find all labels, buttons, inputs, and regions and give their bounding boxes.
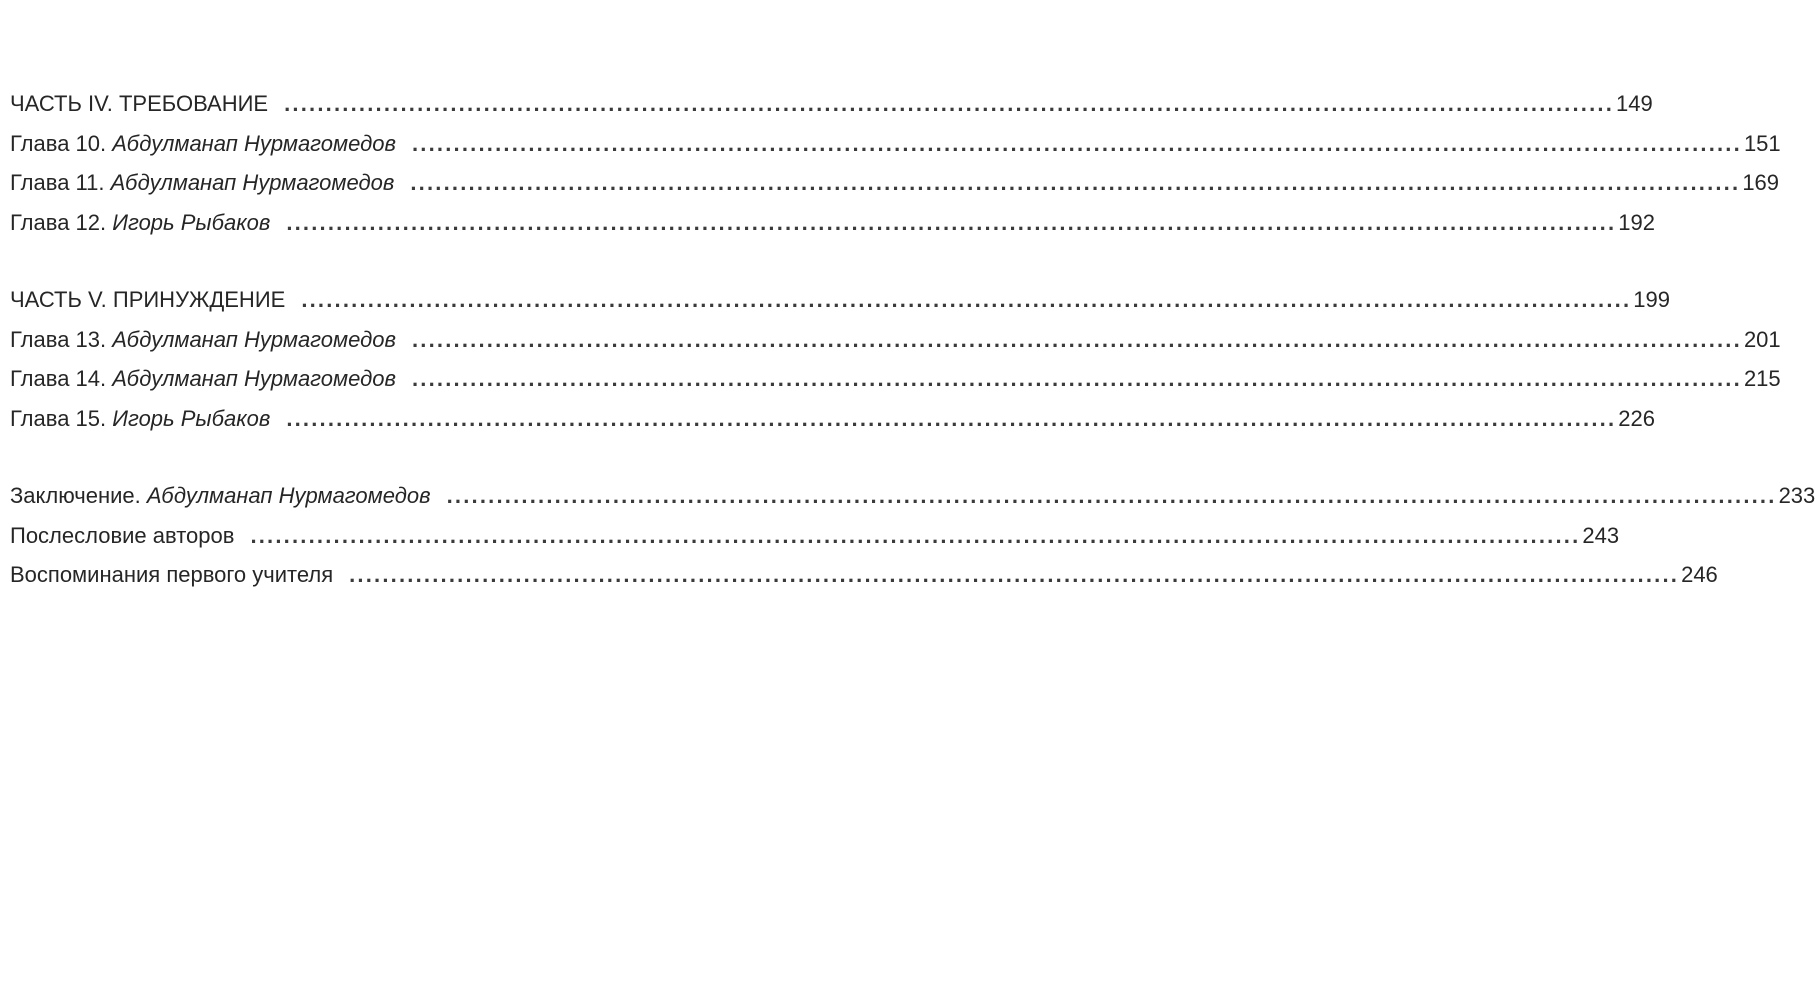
toc-entry-title (10, 163, 394, 203)
toc-section-part-5 (10, 280, 1781, 438)
toc-entry (10, 555, 1718, 595)
toc-entry-title (10, 359, 396, 399)
toc-entry-author: Абдулманап Нурмагомедов (110, 170, 395, 195)
toc-entry-prefix: Глава 11. (10, 170, 111, 195)
dot-leader: ................................................................................................................................................................ (250, 522, 1581, 548)
toc-entry (10, 203, 1655, 243)
dot-leader: ................................................................................................................................................................ (411, 130, 1742, 156)
dot-leader: ................................................................................................................................................................ (286, 405, 1617, 431)
toc-entry (10, 476, 1815, 516)
toc-entry-page: 192 (1618, 209, 1655, 235)
toc-entry-prefix: Глава 14. (10, 366, 113, 391)
dot-leader: ................................................................................................................................................................ (349, 562, 1680, 587)
toc-entry-page: 169 (1742, 170, 1780, 195)
toc-entry-prefix: Заключение. (10, 483, 147, 508)
toc-entry (10, 399, 1655, 439)
toc-entry-title (10, 476, 431, 516)
toc-entry-page: 199 (1633, 287, 1670, 312)
toc-entry (10, 163, 1780, 203)
toc-entry-page: 151 (1743, 130, 1781, 156)
toc-entry-prefix: Глава 15. (10, 405, 113, 431)
toc-entry-author: Абдулманап Нурмагомедов (112, 366, 396, 391)
toc-entry-prefix: Глава 12. (10, 209, 113, 235)
toc-entry-title (10, 280, 285, 320)
toc-entry-title (10, 516, 234, 556)
toc-entry (10, 359, 1781, 399)
toc-entry-page: 149 (1616, 91, 1653, 116)
toc-entry-prefix: Глава 10. (10, 130, 113, 156)
toc-entry (10, 320, 1781, 360)
toc-entry (10, 280, 1670, 320)
dot-leader: ................................................................................................................................................................ (446, 483, 1777, 508)
toc-entry (10, 84, 1653, 124)
toc-entry-title (10, 84, 268, 124)
dot-leader: ................................................................................................................................................................ (301, 287, 1632, 312)
table-of-contents (10, 84, 1815, 595)
toc-section-part-4 (10, 84, 1781, 242)
dot-leader: ................................................................................................................................................................ (411, 326, 1742, 352)
toc-entry-title (10, 320, 396, 360)
toc-section-afterword (10, 476, 1815, 595)
toc-entry-title (10, 555, 333, 595)
toc-entry-author: Абдулманап Нурмагомедов (112, 130, 396, 156)
toc-entry-page: 246 (1681, 562, 1718, 587)
toc-entry-author: Абдулманап Нурмагомедов (146, 483, 431, 508)
dot-leader: ................................................................................................................................................................ (411, 366, 1742, 391)
toc-entry (10, 516, 1620, 556)
toc-entry-title (10, 124, 396, 164)
toc-entry-author: Игорь Рыбаков (112, 209, 271, 235)
dot-leader: ................................................................................................................................................................ (284, 91, 1615, 116)
toc-entry-author: Абдулманап Нурмагомедов (112, 326, 396, 352)
toc-entry-page: 215 (1743, 366, 1781, 391)
toc-entry-page: 201 (1743, 326, 1781, 352)
toc-entry-page: 243 (1582, 522, 1620, 548)
toc-entry-title (10, 399, 270, 439)
toc-entry-page: 226 (1618, 405, 1655, 431)
toc-entry-prefix: ЧАСТЬ IV. ТРЕБОВАНИЕ (10, 91, 269, 116)
toc-entry-title (10, 203, 270, 243)
toc-entry-prefix: ЧАСТЬ V. ПРИНУЖДЕНИЕ (10, 287, 286, 312)
dot-leader: ................................................................................................................................................................ (410, 170, 1741, 195)
toc-entry-prefix: Глава 13. (10, 326, 113, 352)
toc-entry-author: Игорь Рыбаков (112, 405, 271, 431)
toc-entry-page: 233 (1778, 483, 1815, 508)
toc-entry-prefix: Воспоминания первого учителя (10, 562, 334, 587)
toc-entry-prefix: Послесловие авторов (10, 522, 235, 548)
toc-entry (10, 124, 1781, 164)
dot-leader: ................................................................................................................................................................ (286, 209, 1617, 235)
